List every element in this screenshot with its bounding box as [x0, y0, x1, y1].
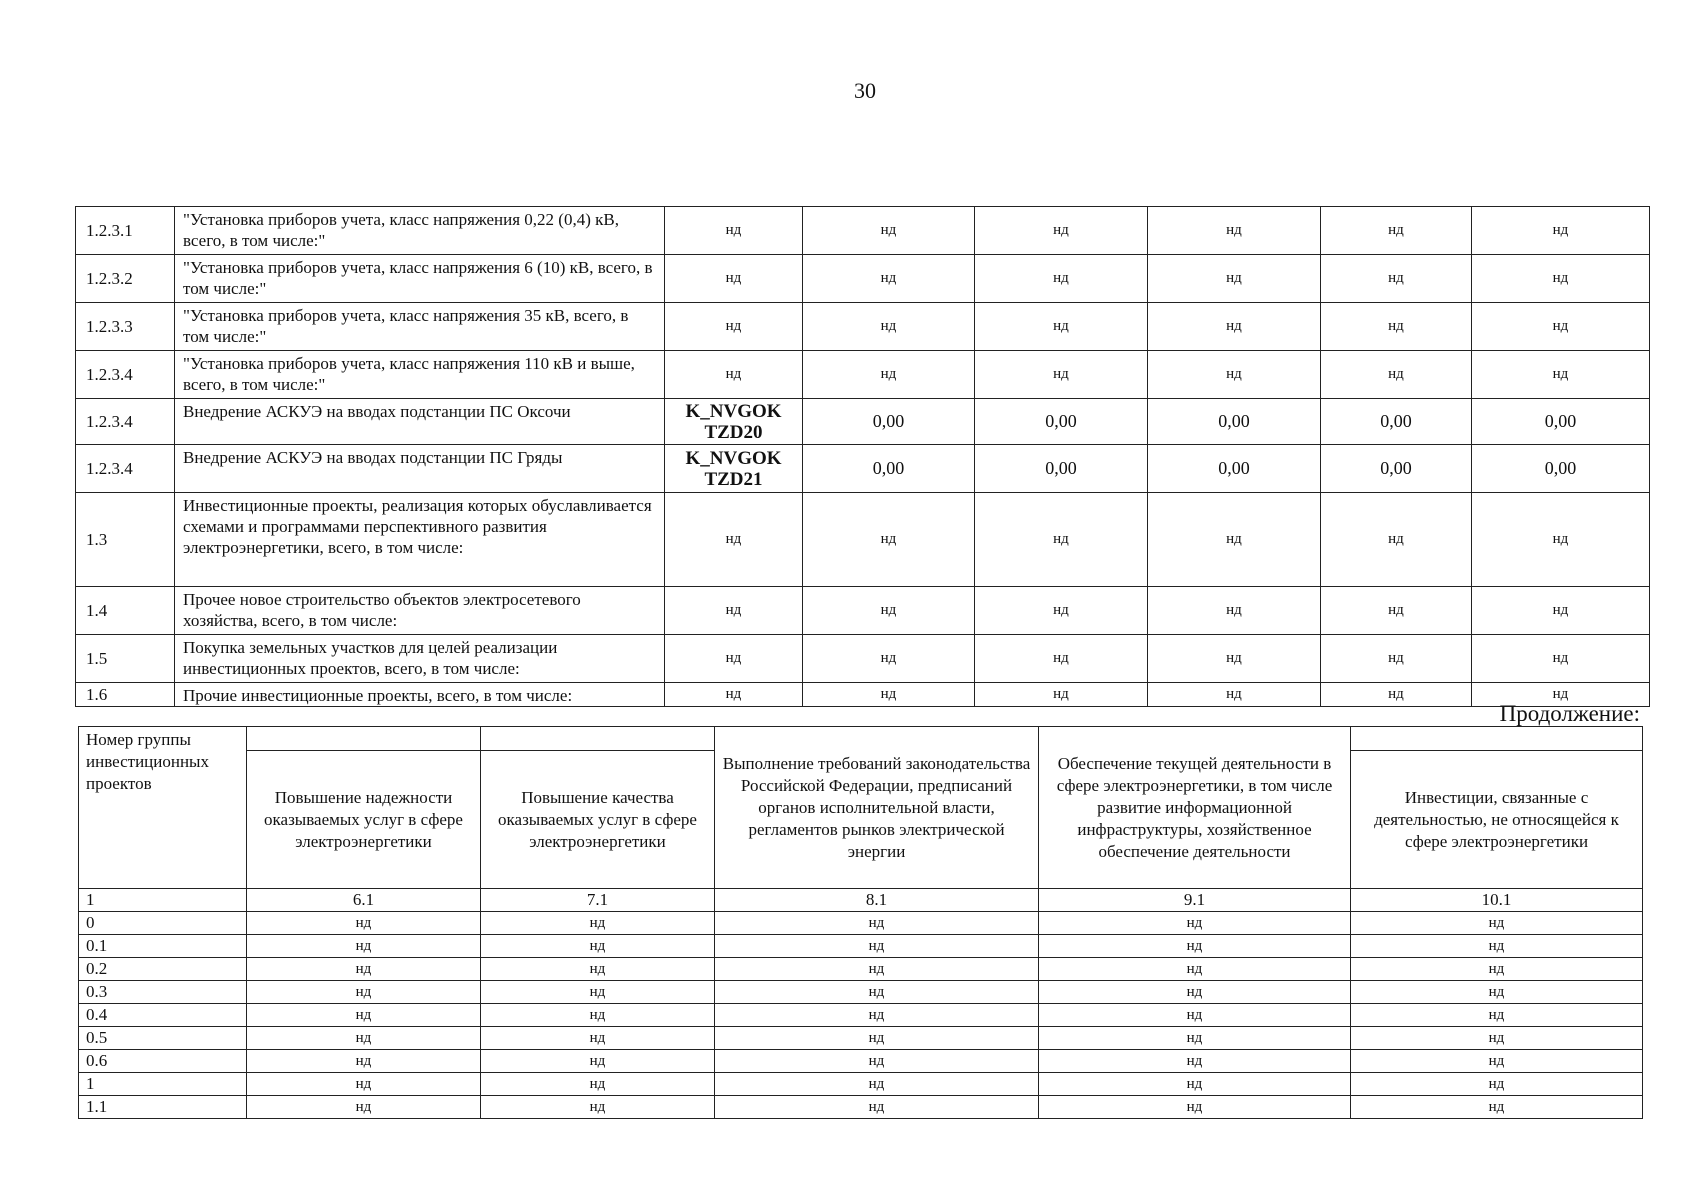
table-row [76, 399, 1650, 445]
row-value: нд [803, 303, 975, 351]
row-code: нд [665, 635, 803, 683]
cell-value: нд [1039, 1004, 1351, 1027]
table-row [76, 587, 1650, 635]
cell-value: нд [481, 1073, 715, 1096]
row-value: 0,00 [1321, 445, 1472, 493]
numbering-cell: 7.1 [481, 889, 715, 912]
row-value: нд [1321, 351, 1472, 399]
row-value: 0,00 [1148, 399, 1321, 445]
table-row [76, 255, 1650, 303]
row-code: нд [665, 683, 803, 707]
row-value: нд [1321, 493, 1472, 587]
cell-value: нд [1351, 958, 1643, 981]
row-value: нд [1321, 255, 1472, 303]
cell-value: нд [1039, 1073, 1351, 1096]
header-row [79, 727, 1643, 751]
group-number: 0.1 [79, 935, 247, 958]
cell-value: нд [247, 1096, 481, 1119]
row-value: нд [1472, 303, 1650, 351]
row-code: нд [665, 303, 803, 351]
cell-value: нд [1351, 981, 1643, 1004]
cell-value: нд [481, 958, 715, 981]
row-code: нд [665, 493, 803, 587]
row-number: 1.5 [76, 635, 175, 683]
row-number: 1.2.3.4 [76, 399, 175, 445]
table-row [79, 912, 1643, 935]
cell-value: нд [247, 1050, 481, 1073]
table-row [79, 935, 1643, 958]
cell-value: нд [1039, 958, 1351, 981]
cell-value: нд [715, 958, 1039, 981]
cell-value: нд [715, 1073, 1039, 1096]
row-value: нд [1472, 683, 1650, 707]
cell-value: нд [247, 958, 481, 981]
cell-value: нд [247, 1073, 481, 1096]
row-code: нд [665, 207, 803, 255]
numbering-cell: 10.1 [1351, 889, 1643, 912]
cell-value: нд [1351, 1073, 1643, 1096]
row-value: нд [975, 255, 1148, 303]
table-row [79, 1027, 1643, 1050]
row-name: Инвестиционные проекты, реализация которых обуславливается схемами и программами перспективного развития электроэнергетики, всего, в том числе: [175, 493, 665, 587]
row-number: 1.2.3.4 [76, 445, 175, 493]
cell-value: нд [1351, 912, 1643, 935]
row-value: нд [1321, 207, 1472, 255]
row-value: нд [1148, 351, 1321, 399]
header-c9: Обеспечение текущей деятельности в сфере электроэнергетики, в том числе развитие информационной инфраструктуры, хозяйственное обеспечение деятельности [1039, 727, 1351, 889]
row-value: нд [975, 683, 1148, 707]
row-value: нд [975, 493, 1148, 587]
row-value: 0,00 [975, 399, 1148, 445]
cell-value: нд [1039, 1027, 1351, 1050]
cell-value: нд [1351, 935, 1643, 958]
investment-projects-table [75, 206, 1650, 707]
row-number: 1.2.3.2 [76, 255, 175, 303]
row-name: "Установка приборов учета, класс напряжения 35 кВ, всего, в том числе:" [175, 303, 665, 351]
row-value: 0,00 [803, 399, 975, 445]
row-number: 1.4 [76, 587, 175, 635]
cell-value: нд [1351, 1050, 1643, 1073]
table-row [79, 1096, 1643, 1119]
row-value: нд [803, 587, 975, 635]
cell-value: нд [481, 912, 715, 935]
group-number: 1 [79, 1073, 247, 1096]
group-number: 0 [79, 912, 247, 935]
group-number: 0.2 [79, 958, 247, 981]
cell-value: нд [481, 1004, 715, 1027]
row-value: нд [1148, 303, 1321, 351]
row-value: нд [1472, 351, 1650, 399]
row-value: нд [1321, 303, 1472, 351]
cell-value: нд [1351, 1096, 1643, 1119]
cell-value: нд [1039, 912, 1351, 935]
cell-value: нд [1039, 1096, 1351, 1119]
cell-value: нд [481, 1096, 715, 1119]
row-value: нд [975, 587, 1148, 635]
cell-value: нд [247, 1004, 481, 1027]
cell-value: нд [247, 935, 481, 958]
row-name: "Установка приборов учета, класс напряжения 6 (10) кВ, всего, в том числе:" [175, 255, 665, 303]
header-c10: Инвестиции, связанные с деятельностью, не относящейся к сфере электроэнергетики [1351, 751, 1643, 889]
table-row [79, 1004, 1643, 1027]
row-value: 0,00 [975, 445, 1148, 493]
table-row [76, 493, 1650, 587]
row-value: нд [1321, 635, 1472, 683]
row-value: нд [803, 683, 975, 707]
row-number: 1.2.3.3 [76, 303, 175, 351]
group-number: 1.1 [79, 1096, 247, 1119]
cell-value: нд [715, 1004, 1039, 1027]
row-number: 1.2.3.1 [76, 207, 175, 255]
row-value: 0,00 [1321, 399, 1472, 445]
row-value: нд [803, 493, 975, 587]
row-value: нд [975, 635, 1148, 683]
row-name: Прочее новое строительство объектов электросетевого хозяйства, всего, в том числе: [175, 587, 665, 635]
numbering-cell: 9.1 [1039, 889, 1351, 912]
row-value: нд [1472, 587, 1650, 635]
row-code: нд [665, 587, 803, 635]
cell-value: нд [715, 1050, 1039, 1073]
project-code: K_NVGOK TZD21 [665, 445, 803, 493]
cell-value: нд [715, 981, 1039, 1004]
header-c8: Выполнение требований законодательства Российской Федерации, предписаний органов исполнительной власти, регламентов рынков электрической энергии [715, 727, 1039, 889]
table-row [76, 207, 1650, 255]
row-value: нд [1472, 255, 1650, 303]
cell-value: нд [481, 981, 715, 1004]
numbering-cell: 6.1 [247, 889, 481, 912]
row-value: нд [1148, 493, 1321, 587]
row-value: нд [1321, 587, 1472, 635]
investment-groups-table [78, 726, 1643, 1119]
project-code: K_NVGOK TZD20 [665, 399, 803, 445]
cell-value: нд [247, 981, 481, 1004]
row-name: Внедрение АСКУЭ на вводах подстанции ПС Оксочи [175, 399, 665, 445]
row-name: Внедрение АСКУЭ на вводах подстанции ПС Гряды [175, 445, 665, 493]
row-name: "Установка приборов учета, класс напряжения 0,22 (0,4) кВ, всего, в том числе:" [175, 207, 665, 255]
table-row [79, 1050, 1643, 1073]
continuation-label: Продолжение: [1499, 701, 1640, 726]
table-row [79, 1073, 1643, 1096]
cell-value: нд [1351, 1004, 1643, 1027]
row-value: 0,00 [1148, 445, 1321, 493]
group-number: 0.6 [79, 1050, 247, 1073]
header-c6: Повышение надежности оказываемых услуг в сфере электроэнергетики [247, 751, 481, 889]
cell-value: нд [1039, 1050, 1351, 1073]
row-code: нд [665, 351, 803, 399]
row-value: нд [975, 351, 1148, 399]
cell-value: нд [715, 935, 1039, 958]
numbering-cell: 1 [79, 889, 247, 912]
row-value: 0,00 [1472, 399, 1650, 445]
row-value: 0,00 [1472, 445, 1650, 493]
row-number: 1.3 [76, 493, 175, 587]
row-number: 1.6 [76, 683, 175, 707]
row-value: нд [1148, 255, 1321, 303]
cell-value: нд [1039, 981, 1351, 1004]
row-value: нд [1148, 635, 1321, 683]
cell-value: нд [247, 1027, 481, 1050]
row-value: нд [975, 207, 1148, 255]
row-value: нд [803, 635, 975, 683]
table-row [76, 445, 1650, 493]
cell-value: нд [481, 935, 715, 958]
row-value: нд [1148, 207, 1321, 255]
row-name: Прочие инвестиционные проекты, всего, в том числе: [175, 683, 665, 707]
row-value: нд [803, 207, 975, 255]
numbering-cell: 8.1 [715, 889, 1039, 912]
table-row [76, 683, 1650, 707]
table-row [76, 635, 1650, 683]
header-c7: Повышение качества оказываемых услуг в сфере электроэнергетики [481, 751, 715, 889]
table-row [76, 351, 1650, 399]
row-value: нд [1472, 493, 1650, 587]
row-number: 1.2.3.4 [76, 351, 175, 399]
group-number: 0.5 [79, 1027, 247, 1050]
row-name: Покупка земельных участков для целей реализации инвестиционных проектов, всего, в том числе: [175, 635, 665, 683]
row-value: нд [1148, 587, 1321, 635]
table-row [79, 958, 1643, 981]
row-value: нд [1472, 207, 1650, 255]
header-group-number: Номер группы инвестиционных проектов [79, 727, 247, 889]
row-value: нд [803, 255, 975, 303]
row-value: нд [1148, 683, 1321, 707]
table-row [79, 981, 1643, 1004]
row-name: "Установка приборов учета, класс напряжения 110 кВ и выше, всего, в том числе:" [175, 351, 665, 399]
row-value: нд [1321, 683, 1472, 707]
cell-value: нд [715, 1096, 1039, 1119]
page-number: 30 [854, 78, 876, 103]
group-number: 0.3 [79, 981, 247, 1004]
table-row [76, 303, 1650, 351]
row-value: 0,00 [803, 445, 975, 493]
cell-value: нд [481, 1027, 715, 1050]
cell-value: нд [1351, 1027, 1643, 1050]
cell-value: нд [1039, 935, 1351, 958]
row-value: нд [803, 351, 975, 399]
row-value: нд [1472, 635, 1650, 683]
cell-value: нд [481, 1050, 715, 1073]
cell-value: нд [715, 1027, 1039, 1050]
cell-value: нд [247, 912, 481, 935]
row-value: нд [975, 303, 1148, 351]
group-number: 0.4 [79, 1004, 247, 1027]
cell-value: нд [715, 912, 1039, 935]
row-code: нд [665, 255, 803, 303]
numbering-row [79, 889, 1643, 912]
